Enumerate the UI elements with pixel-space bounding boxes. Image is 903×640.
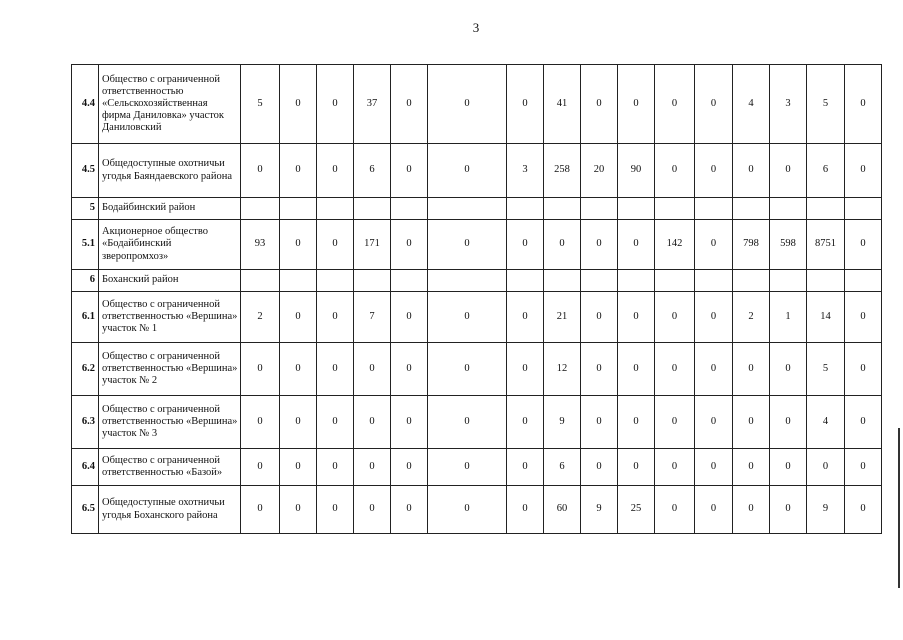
value-cell: 0	[695, 65, 733, 144]
value-cell	[807, 198, 845, 220]
value-cell: 0	[733, 486, 770, 534]
table-body	[72, 65, 882, 534]
value-cell: 0	[807, 449, 845, 486]
value-cell: 5	[807, 65, 845, 144]
row-number: 6.1	[72, 292, 99, 343]
value-cell: 0	[391, 343, 428, 396]
value-cell: 0	[280, 449, 317, 486]
value-cell: 171	[354, 220, 391, 270]
row-number: 6.4	[72, 449, 99, 486]
value-cell: 2	[241, 292, 280, 343]
value-cell: 0	[428, 449, 507, 486]
value-cell: 6	[354, 144, 391, 198]
table-row	[72, 396, 882, 449]
value-cell: 0	[544, 220, 581, 270]
table-row	[72, 449, 882, 486]
value-cell: 0	[317, 144, 354, 198]
value-cell: 25	[618, 486, 655, 534]
value-cell: 0	[655, 486, 695, 534]
value-cell	[428, 198, 507, 220]
value-cell: 0	[581, 449, 618, 486]
value-cell: 0	[391, 65, 428, 144]
value-cell: 0	[695, 292, 733, 343]
value-cell: 0	[655, 65, 695, 144]
value-cell: 0	[845, 449, 882, 486]
value-cell: 0	[695, 449, 733, 486]
value-cell: 0	[354, 486, 391, 534]
value-cell: 0	[354, 396, 391, 449]
value-cell	[241, 198, 280, 220]
row-name: Общество с ограниченной ответственностью «Вершина» участок № 2	[99, 343, 241, 396]
value-cell: 5	[807, 343, 845, 396]
value-cell: 9	[807, 486, 845, 534]
value-cell: 0	[507, 486, 544, 534]
row-name: Общедоступные охотничьи угодья Баяндаевского района	[99, 144, 241, 198]
row-name: Общество с ограниченной ответственностью «Сельскохозяйственная фирма Даниловка» участок Даниловский	[99, 65, 241, 144]
value-cell: 0	[354, 343, 391, 396]
value-cell	[655, 270, 695, 292]
value-cell: 0	[241, 449, 280, 486]
value-cell: 0	[317, 65, 354, 144]
table-row	[72, 220, 882, 270]
value-cell: 0	[391, 220, 428, 270]
value-cell	[507, 198, 544, 220]
value-cell	[317, 198, 354, 220]
value-cell: 5	[241, 65, 280, 144]
row-number: 4.4	[72, 65, 99, 144]
value-cell: 0	[317, 396, 354, 449]
row-name: Общедоступные охотничьи угодья Боханского района	[99, 486, 241, 534]
value-cell: 90	[618, 144, 655, 198]
value-cell: 2	[733, 292, 770, 343]
value-cell: 0	[618, 396, 655, 449]
value-cell: 0	[581, 220, 618, 270]
value-cell	[695, 270, 733, 292]
value-cell: 60	[544, 486, 581, 534]
value-cell: 0	[695, 144, 733, 198]
value-cell: 258	[544, 144, 581, 198]
value-cell: 0	[507, 292, 544, 343]
value-cell: 0	[695, 220, 733, 270]
value-cell: 0	[581, 292, 618, 343]
value-cell: 0	[618, 449, 655, 486]
value-cell	[391, 198, 428, 220]
row-number: 6.5	[72, 486, 99, 534]
value-cell: 0	[317, 486, 354, 534]
value-cell: 0	[241, 144, 280, 198]
value-cell: 0	[733, 144, 770, 198]
scan-edge-mark	[898, 428, 900, 588]
table-row	[72, 65, 882, 144]
value-cell: 8751	[807, 220, 845, 270]
value-cell: 3	[770, 65, 807, 144]
value-cell: 0	[507, 396, 544, 449]
value-cell: 598	[770, 220, 807, 270]
row-number: 6	[72, 270, 99, 292]
value-cell	[770, 198, 807, 220]
value-cell	[391, 270, 428, 292]
value-cell: 0	[280, 144, 317, 198]
value-cell: 37	[354, 65, 391, 144]
value-cell	[845, 198, 882, 220]
value-cell: 0	[845, 396, 882, 449]
value-cell: 0	[618, 220, 655, 270]
value-cell: 0	[428, 486, 507, 534]
value-cell: 4	[807, 396, 845, 449]
value-cell: 0	[391, 449, 428, 486]
value-cell: 0	[618, 292, 655, 343]
row-name: Акционерное общество «Бодайбинский зверопромхоз»	[99, 220, 241, 270]
value-cell	[655, 198, 695, 220]
value-cell: 0	[655, 292, 695, 343]
table-row	[72, 343, 882, 396]
value-cell	[733, 270, 770, 292]
table-row	[72, 486, 882, 534]
value-cell: 0	[507, 65, 544, 144]
value-cell: 0	[618, 343, 655, 396]
value-cell: 0	[317, 220, 354, 270]
value-cell	[507, 270, 544, 292]
value-cell	[317, 270, 354, 292]
value-cell: 0	[317, 449, 354, 486]
value-cell: 0	[845, 292, 882, 343]
value-cell: 0	[845, 220, 882, 270]
value-cell: 0	[428, 220, 507, 270]
value-cell: 0	[845, 343, 882, 396]
value-cell: 0	[770, 396, 807, 449]
value-cell	[241, 270, 280, 292]
row-name: Боханский район	[99, 270, 241, 292]
value-cell	[618, 198, 655, 220]
value-cell: 0	[770, 449, 807, 486]
page-number: 3	[472, 20, 480, 35]
value-cell: 0	[507, 343, 544, 396]
value-cell	[280, 270, 317, 292]
value-cell: 0	[770, 486, 807, 534]
value-cell	[581, 198, 618, 220]
value-cell	[544, 198, 581, 220]
value-cell	[280, 198, 317, 220]
value-cell: 0	[428, 343, 507, 396]
value-cell: 0	[391, 486, 428, 534]
value-cell: 0	[845, 486, 882, 534]
value-cell	[544, 270, 581, 292]
value-cell: 0	[428, 65, 507, 144]
row-number: 4.5	[72, 144, 99, 198]
value-cell: 93	[241, 220, 280, 270]
value-cell: 0	[280, 220, 317, 270]
value-cell: 0	[695, 396, 733, 449]
value-cell: 0	[581, 396, 618, 449]
value-cell: 1	[770, 292, 807, 343]
value-cell: 0	[655, 449, 695, 486]
value-cell	[807, 270, 845, 292]
value-cell: 0	[317, 343, 354, 396]
row-name: Бодайбинский район	[99, 198, 241, 220]
value-cell: 4	[733, 65, 770, 144]
value-cell: 0	[280, 486, 317, 534]
value-cell: 20	[581, 144, 618, 198]
value-cell: 0	[391, 292, 428, 343]
value-cell: 9	[544, 396, 581, 449]
value-cell: 0	[428, 292, 507, 343]
value-cell: 0	[391, 144, 428, 198]
value-cell: 0	[695, 486, 733, 534]
value-cell	[354, 198, 391, 220]
value-cell: 0	[845, 144, 882, 198]
value-cell: 0	[845, 65, 882, 144]
value-cell: 6	[807, 144, 845, 198]
table-row	[72, 292, 882, 343]
value-cell: 0	[391, 396, 428, 449]
value-cell: 0	[280, 65, 317, 144]
table-row	[72, 270, 882, 292]
value-cell: 0	[770, 343, 807, 396]
value-cell: 12	[544, 343, 581, 396]
row-number: 5.1	[72, 220, 99, 270]
value-cell: 0	[354, 449, 391, 486]
value-cell: 6	[544, 449, 581, 486]
row-name: Общество с ограниченной ответственностью «Вершина» участок № 3	[99, 396, 241, 449]
value-cell: 0	[733, 449, 770, 486]
value-cell: 0	[581, 65, 618, 144]
value-cell: 0	[280, 292, 317, 343]
value-cell: 0	[507, 449, 544, 486]
value-cell: 0	[770, 144, 807, 198]
table-row	[72, 144, 882, 198]
value-cell	[618, 270, 655, 292]
table-row	[72, 198, 882, 220]
value-cell: 41	[544, 65, 581, 144]
row-name: Общество с ограниченной ответственностью «Базой»	[99, 449, 241, 486]
value-cell	[770, 270, 807, 292]
value-cell	[733, 198, 770, 220]
value-cell: 0	[507, 220, 544, 270]
value-cell: 3	[507, 144, 544, 198]
value-cell: 798	[733, 220, 770, 270]
value-cell: 0	[655, 396, 695, 449]
value-cell	[428, 270, 507, 292]
value-cell: 0	[428, 144, 507, 198]
value-cell: 142	[655, 220, 695, 270]
hunting-grounds-table	[71, 64, 882, 534]
value-cell: 0	[317, 292, 354, 343]
value-cell: 0	[618, 65, 655, 144]
value-cell: 0	[280, 343, 317, 396]
row-number: 6.3	[72, 396, 99, 449]
value-cell: 0	[241, 343, 280, 396]
value-cell: 14	[807, 292, 845, 343]
value-cell: 0	[241, 486, 280, 534]
value-cell: 0	[655, 144, 695, 198]
row-name: Общество с ограниченной ответственностью «Вершина» участок № 1	[99, 292, 241, 343]
value-cell: 0	[280, 396, 317, 449]
value-cell	[695, 198, 733, 220]
value-cell: 0	[241, 396, 280, 449]
row-number: 5	[72, 198, 99, 220]
value-cell: 0	[428, 396, 507, 449]
value-cell: 9	[581, 486, 618, 534]
value-cell: 21	[544, 292, 581, 343]
value-cell: 0	[655, 343, 695, 396]
value-cell	[845, 270, 882, 292]
value-cell: 7	[354, 292, 391, 343]
row-number: 6.2	[72, 343, 99, 396]
value-cell	[354, 270, 391, 292]
value-cell: 0	[695, 343, 733, 396]
value-cell: 0	[581, 343, 618, 396]
value-cell	[581, 270, 618, 292]
value-cell: 0	[733, 343, 770, 396]
value-cell: 0	[733, 396, 770, 449]
